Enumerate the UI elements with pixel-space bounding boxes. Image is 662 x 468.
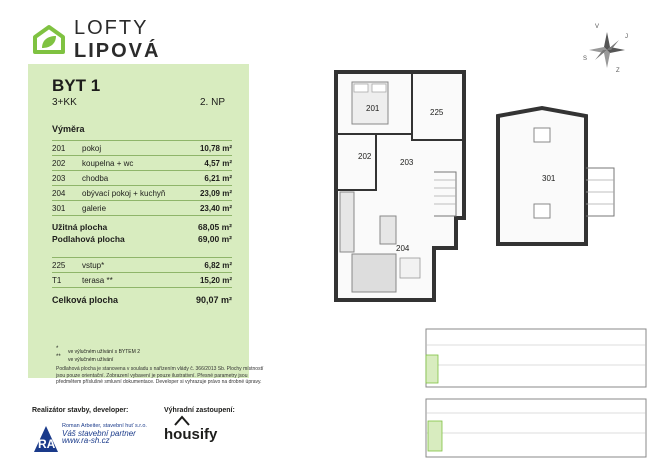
room-row: 301 galerie 23,40 m² xyxy=(52,203,232,213)
divider xyxy=(52,257,232,258)
housify-logo: housify xyxy=(164,426,217,443)
room-label-201: 201 xyxy=(366,104,380,113)
room-label-301: 301 xyxy=(542,174,556,183)
usable-area: Užitná plocha 68,05 m² xyxy=(52,222,232,232)
extra-row: 225 vstup* 6,82 m² xyxy=(52,260,232,270)
divider xyxy=(52,272,232,273)
compass-n: V xyxy=(595,24,600,30)
elevation-drawing xyxy=(424,325,649,463)
divider xyxy=(52,215,232,216)
compass-s: Z xyxy=(616,68,620,74)
logo xyxy=(32,17,242,62)
house-leaf-icon xyxy=(32,24,66,56)
floor-area: Podlahová plocha 69,00 m² xyxy=(52,234,232,244)
ra-logo-letters: RA xyxy=(38,437,56,451)
compass-w: S xyxy=(583,56,588,62)
developer-info: Roman Arbeiter, stavební huť s.r.o. Váš stavební partner www.ra-sh.cz xyxy=(62,423,147,445)
divider xyxy=(52,170,232,171)
building-elevation xyxy=(424,325,649,463)
room-row: 204 obývací pokoj + kuchyň 23,09 m² xyxy=(52,188,232,198)
divider xyxy=(52,185,232,186)
divider xyxy=(52,140,232,141)
room-label-202: 202 xyxy=(358,152,372,161)
extra-row: T1 terasa ** 15,20 m² xyxy=(52,275,232,285)
note-text: ve výlučném užívání s BYTEM 2 xyxy=(68,349,140,355)
divider xyxy=(52,155,232,156)
room-row: 202 koupelna + wc 4,57 m² xyxy=(52,158,232,168)
note-text: ve výlučném užívání xyxy=(68,357,114,363)
logo-text: LOFTY LIPOVÁ xyxy=(73,17,161,62)
developer-label: Realizátor stavby, developer: xyxy=(32,407,129,414)
note-mark: ** xyxy=(56,354,61,360)
room-row: 201 pokoj 10,78 m² xyxy=(52,143,232,153)
room-label-203: 203 xyxy=(400,158,414,167)
note-mark: * xyxy=(56,346,59,352)
compass-rose-icon xyxy=(583,26,631,74)
apartment-layout: 3+KK xyxy=(52,97,77,108)
apartment-floor: 2. NP xyxy=(199,97,225,108)
apartment-title: BYT 1 xyxy=(52,76,101,95)
disclaimer: Podlahová plocha je stanovena v souladu s nařízením vlády č. 366/2013 Sb. Plochy místností jsou pouze orientační. Zobrazení vybavení je pouze ilustrativní. Přesné parametry jsou předmětem příslušné smluvní dokumentace. Developer si vyhrazuje právo na drobné úpravy. xyxy=(56,366,264,385)
section-title: Výměra xyxy=(52,124,85,134)
total-area: Celková plocha 90,07 m² xyxy=(52,295,232,305)
compass xyxy=(583,26,631,74)
floor-plan xyxy=(330,68,640,318)
housify-roof-icon xyxy=(174,414,190,426)
divider xyxy=(52,287,232,288)
compass-e: J xyxy=(625,34,628,40)
info-panel xyxy=(28,64,249,378)
room-label-225: 225 xyxy=(430,108,444,117)
room-row: 203 chodba 6,21 m² xyxy=(52,173,232,183)
divider xyxy=(52,200,232,201)
agency-label: Výhradní zastoupení: xyxy=(164,407,235,414)
room-label-204: 204 xyxy=(396,244,410,253)
